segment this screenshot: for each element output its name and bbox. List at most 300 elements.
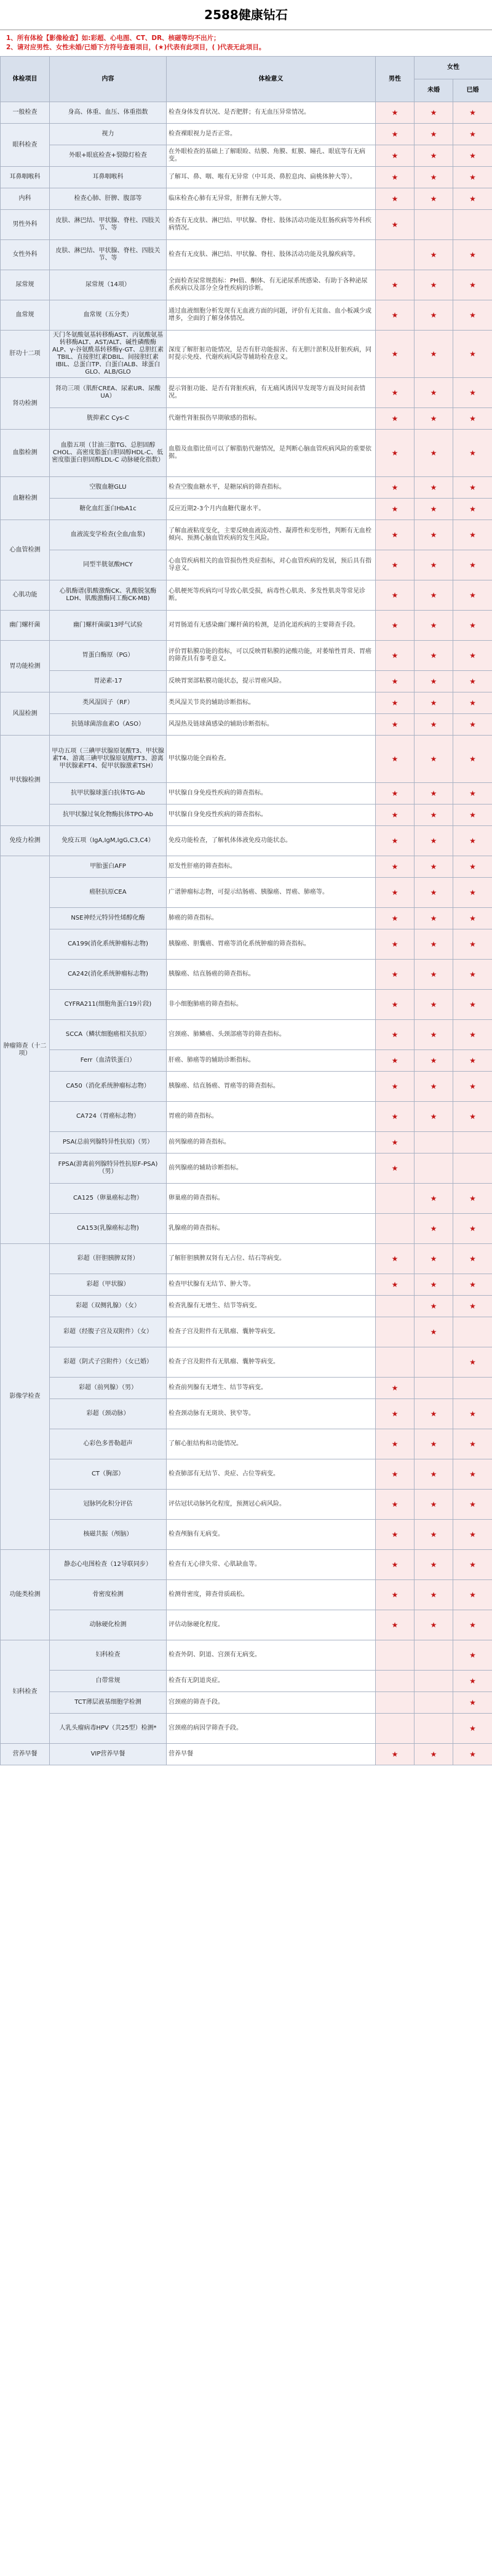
female-unmarried-mark: ★ (415, 960, 453, 990)
item-cell: 白带常规 (50, 1671, 167, 1692)
table-row (1, 1692, 492, 1714)
item-cell: 抗链球菌溶血素O（ASO） (50, 714, 167, 736)
male-mark: ★ (376, 378, 415, 408)
meaning-cell: 风湿热及链球菌感染的辅助诊断指标。 (167, 714, 376, 736)
female-unmarried-mark (415, 1154, 453, 1184)
male-mark: ★ (376, 1399, 415, 1429)
female-married-mark (453, 1154, 492, 1184)
table-row (1, 167, 492, 188)
table-row (1, 430, 492, 477)
table-row (1, 714, 492, 736)
female-married-mark: ★ (453, 804, 492, 826)
female-unmarried-mark: ★ (415, 692, 453, 714)
table-row (1, 1378, 492, 1399)
table-row (1, 1714, 492, 1744)
note-line: 1、所有体检【影像检查】如:彩超、心电图、CT、DR、核磁等均不出片； (6, 34, 220, 42)
table-row (1, 378, 492, 408)
item-cell: PSA(总前列腺特异性抗原)（男） (50, 1132, 167, 1154)
header-male: 男性 (376, 57, 415, 102)
male-mark (376, 1214, 415, 1244)
item-cell: FPSA(游离前列腺特异性抗原F-PSA)（男） (50, 1154, 167, 1184)
male-mark: ★ (376, 804, 415, 826)
female-married-mark: ★ (453, 1610, 492, 1640)
meaning-cell: 检查外阴、阴道、宫颈有无病变。 (167, 1640, 376, 1671)
male-mark: ★ (376, 641, 415, 671)
table-row (1, 641, 492, 671)
female-married-mark: ★ (453, 671, 492, 692)
male-mark (376, 1347, 415, 1378)
meaning-cell: 检查空腹血糖水平，是糖尿病的筛查指标。 (167, 477, 376, 499)
meaning-cell: 评估冠状动脉钙化程度，预测冠心病风险。 (167, 1490, 376, 1520)
meaning-cell: 检查前列腺有无增生、结节等病变。 (167, 1378, 376, 1399)
male-mark: ★ (376, 331, 415, 378)
note-line: 2、请对应男性、女性未婚/已婚下方符号查看项目，(★)代表有此项目，( )代表无此项目。 (6, 44, 266, 51)
male-mark: ★ (376, 210, 415, 240)
item-cell: 类风湿因子（RF） (50, 692, 167, 714)
meaning-cell: 宫颈癌的筛查手段。 (167, 1692, 376, 1714)
table-row (1, 1490, 492, 1520)
table-row (1, 300, 492, 331)
item-cell: 血液流变学检查(全血/血浆) (50, 520, 167, 550)
male-mark: ★ (376, 960, 415, 990)
meaning-cell: 心血管疾病相关的血管损伤性炎症指标，对心血管疾病的发展，预后具有指导意义。 (167, 550, 376, 580)
female-unmarried-mark: ★ (415, 550, 453, 580)
female-married-mark: ★ (453, 692, 492, 714)
meaning-cell: 深度了解肝脏功能情况，是否有肝功能损害、有无胆汁淤积及肝脏疾病，同时提示免疫、代谢疾病风险等辅助检查意义。 (167, 331, 376, 378)
female-unmarried-mark: ★ (415, 1296, 453, 1317)
meaning-cell: 检查乳腺有无增生、结节等病变。 (167, 1296, 376, 1317)
female-married-mark: ★ (453, 331, 492, 378)
female-married-mark: ★ (453, 580, 492, 611)
female-married-mark: ★ (453, 408, 492, 430)
female-married-mark (453, 210, 492, 240)
exam-table (0, 56, 492, 1765)
table-row (1, 990, 492, 1020)
meaning-cell: 甲状腺功能全面检查。 (167, 736, 376, 783)
meaning-cell: 检查颈动脉有无斑块、狭窄等。 (167, 1399, 376, 1429)
female-unmarried-mark: ★ (415, 1102, 453, 1132)
male-mark: ★ (376, 611, 415, 641)
table-row (1, 1050, 492, 1072)
male-mark: ★ (376, 477, 415, 499)
female-unmarried-mark: ★ (415, 641, 453, 671)
table-row (1, 1610, 492, 1640)
table-row (1, 331, 492, 378)
item-cell: SCCA（鳞状细胞癌相关抗原） (50, 1020, 167, 1050)
female-married-mark: ★ (453, 1296, 492, 1317)
item-cell: 糖化血红蛋白HbA1c (50, 499, 167, 520)
meaning-cell: 全面检查尿常规指标：PH值、酮体、有无泌尿系统感染、有助于各种泌尿系疾病以及部分全身性疾病的诊断。 (167, 270, 376, 300)
male-mark (376, 1296, 415, 1317)
meaning-cell: 检查有无心律失常、心肌缺血等。 (167, 1550, 376, 1580)
meaning-cell: 血脂及血脂比值可以了解脂肪代谢情况，是判断心脑血管疾病风险的重要依据。 (167, 430, 376, 477)
female-unmarried-mark: ★ (415, 1490, 453, 1520)
female-married-mark: ★ (453, 1102, 492, 1132)
male-mark (376, 1640, 415, 1671)
meaning-cell: 心肌梗死等疾病均可导致心肌受损，病毒性心肌炎、多发性肌炎等常见诊断。 (167, 580, 376, 611)
female-unmarried-mark: ★ (415, 1550, 453, 1580)
item-cell: NSE神经元特异性烯醇化酶 (50, 908, 167, 929)
female-unmarried-mark: ★ (415, 929, 453, 960)
category-cell: 免疫力检测 (1, 826, 50, 856)
meaning-cell: 免疫功能检查，了解机体体液免疫功能状态。 (167, 826, 376, 856)
female-unmarried-mark: ★ (415, 1184, 453, 1214)
meaning-cell: 了解血液粘度变化，主要反映血液流动性、凝滞性和变形性，判断有无血栓倾向、预测心脑血管疾病的发生风险。 (167, 520, 376, 550)
female-unmarried-mark (415, 1671, 453, 1692)
table-row (1, 1154, 492, 1184)
female-married-mark: ★ (453, 378, 492, 408)
female-married-mark: ★ (453, 1459, 492, 1490)
female-unmarried-mark: ★ (415, 477, 453, 499)
table-row (1, 1317, 492, 1347)
table-row (1, 580, 492, 611)
male-mark: ★ (376, 430, 415, 477)
table-row (1, 878, 492, 908)
item-cell: 静态心电图检查（12导联同步） (50, 1550, 167, 1580)
table-row (1, 188, 492, 210)
female-unmarried-mark (415, 1347, 453, 1378)
table-row (1, 929, 492, 960)
table-row (1, 1347, 492, 1378)
meaning-cell: 检查有无皮肤、淋巴结、甲状腺、脊柱、肢体活动功能及乳腺疾病等。 (167, 240, 376, 270)
table-row (1, 783, 492, 804)
male-mark: ★ (376, 1580, 415, 1610)
male-mark (376, 1714, 415, 1744)
female-married-mark: ★ (453, 1399, 492, 1429)
item-cell: 彩超（颈动脉） (50, 1399, 167, 1429)
male-mark: ★ (376, 188, 415, 210)
male-mark: ★ (376, 167, 415, 188)
male-mark: ★ (376, 692, 415, 714)
meaning-cell: 甲状腺自身免疫性疾病的筛查指标。 (167, 783, 376, 804)
female-married-mark: ★ (453, 1744, 492, 1765)
female-unmarried-mark: ★ (415, 102, 453, 124)
female-unmarried-mark: ★ (415, 1072, 453, 1102)
table-row (1, 736, 492, 783)
table-row (1, 1399, 492, 1429)
male-mark: ★ (376, 1610, 415, 1640)
item-cell: 甲功五项（三碘甲状腺原氨酸T3、甲状腺素T4、游离三碘甲状腺原氨酸FT3、游离甲状腺素FT4、促甲状腺激素TSH） (50, 736, 167, 783)
meaning-cell: 反应近期2-3个月内血糖代谢水平。 (167, 499, 376, 520)
female-unmarried-mark (415, 1714, 453, 1744)
item-cell: 胱抑素C Cys-C (50, 408, 167, 430)
item-cell: 人乳头瘤病毒HPV（共25型）检测* (50, 1714, 167, 1744)
table-row (1, 1020, 492, 1050)
female-married-mark: ★ (453, 1640, 492, 1671)
male-mark: ★ (376, 499, 415, 520)
meaning-cell: 了解心脏结构和功能情况。 (167, 1429, 376, 1459)
female-unmarried-mark: ★ (415, 671, 453, 692)
table-row (1, 499, 492, 520)
male-mark: ★ (376, 1102, 415, 1132)
male-mark: ★ (376, 1072, 415, 1102)
female-married-mark: ★ (453, 1274, 492, 1296)
female-married-mark: ★ (453, 1244, 492, 1274)
meaning-cell: 前列腺癌的筛查指标。 (167, 1132, 376, 1154)
female-unmarried-mark: ★ (415, 1050, 453, 1072)
meaning-cell: 评估动脉硬化程度。 (167, 1610, 376, 1640)
male-mark: ★ (376, 580, 415, 611)
female-married-mark: ★ (453, 240, 492, 270)
table-row (1, 240, 492, 270)
item-cell: 皮肤、淋巴结、甲状腺、脊柱、四肢关节、等 (50, 210, 167, 240)
meaning-cell: 宫颈癌、肺鳞癌、头颈部癌等的筛查指标。 (167, 1020, 376, 1050)
meaning-cell: 通过血液细胞分析发现有无血液方面的问题，评价有无贫血、血小板减少或增多，全面的了解身体情况。 (167, 300, 376, 331)
category-cell: 心血管检测 (1, 520, 50, 580)
item-cell: CA125（卵巢癌标志物） (50, 1184, 167, 1214)
female-unmarried-mark: ★ (415, 430, 453, 477)
meaning-cell: 广谱肿瘤标志物，可提示结肠癌、胰腺癌、胃癌、肺癌等。 (167, 878, 376, 908)
meaning-cell: 非小细胞肺癌的筛查指标。 (167, 990, 376, 1020)
female-married-mark: ★ (453, 1520, 492, 1550)
header-meaning: 体检意义 (167, 57, 376, 102)
item-cell: CA242(消化系统肿瘤标志物) (50, 960, 167, 990)
meaning-cell: 宫颈癌的病因学筛查手段。 (167, 1714, 376, 1744)
female-unmarried-mark (415, 1692, 453, 1714)
female-unmarried-mark: ★ (415, 378, 453, 408)
female-married-mark: ★ (453, 1347, 492, 1378)
meaning-cell: 代谢性肾脏损伤早期敏感的指标。 (167, 408, 376, 430)
female-married-mark: ★ (453, 167, 492, 188)
female-married-mark: ★ (453, 550, 492, 580)
female-unmarried-mark: ★ (415, 878, 453, 908)
female-unmarried-mark (415, 210, 453, 240)
female-married-mark (453, 1132, 492, 1154)
item-cell: 彩超（前列腺）（男） (50, 1378, 167, 1399)
male-mark: ★ (376, 826, 415, 856)
item-cell: 核磁共振（颅脑） (50, 1520, 167, 1550)
male-mark: ★ (376, 1154, 415, 1184)
female-married-mark: ★ (453, 520, 492, 550)
female-married-mark: ★ (453, 736, 492, 783)
meaning-cell: 检查颅脑有无病变。 (167, 1520, 376, 1550)
female-married-mark: ★ (453, 499, 492, 520)
item-cell: 幽门螺杆菌碳13呼气试验 (50, 611, 167, 641)
female-unmarried-mark: ★ (415, 736, 453, 783)
male-mark: ★ (376, 1459, 415, 1490)
female-unmarried-mark: ★ (415, 331, 453, 378)
meaning-cell: 评价胃粘膜功能的指标，可以反映胃粘膜的泌酸功能，对萎缩性胃炎、胃癌的筛查具有参考意义。 (167, 641, 376, 671)
page-title: 2588健康钻石 (0, 0, 492, 30)
item-cell: CA724（胃癌标志物） (50, 1102, 167, 1132)
table-row (1, 692, 492, 714)
category-cell: 男性外科 (1, 210, 50, 240)
item-cell: 抗甲状腺球蛋白抗体TG-Ab (50, 783, 167, 804)
male-mark: ★ (376, 408, 415, 430)
meaning-cell: 检查裸眼视力是否正常。 (167, 124, 376, 145)
category-cell: 肿瘤筛查（十二项） (1, 856, 50, 1244)
item-cell: 彩超（肝胆胰脾双肾） (50, 1244, 167, 1274)
female-unmarried-mark: ★ (415, 499, 453, 520)
table-row (1, 1580, 492, 1610)
female-married-mark: ★ (453, 1072, 492, 1102)
female-married-mark: ★ (453, 430, 492, 477)
item-cell: 尿常规（14项） (50, 270, 167, 300)
category-cell: 胃功能检测 (1, 641, 50, 692)
female-unmarried-mark: ★ (415, 1399, 453, 1429)
female-unmarried-mark: ★ (415, 1317, 453, 1347)
meaning-cell: 原发性肝癌的筛查指标。 (167, 856, 376, 878)
male-mark: ★ (376, 1429, 415, 1459)
item-cell: 检查心肺、肝脾、腹部等 (50, 188, 167, 210)
female-married-mark: ★ (453, 1692, 492, 1714)
male-mark: ★ (376, 856, 415, 878)
item-cell: 动脉硬化检测 (50, 1610, 167, 1640)
category-cell: 肾功检测 (1, 378, 50, 430)
female-married-mark: ★ (453, 856, 492, 878)
female-married-mark: ★ (453, 1550, 492, 1580)
female-married-mark: ★ (453, 1020, 492, 1050)
header-category: 体检项目 (1, 57, 50, 102)
item-cell: 耳鼻咽喉科 (50, 167, 167, 188)
table-row (1, 270, 492, 300)
female-married-mark: ★ (453, 1184, 492, 1214)
female-married-mark: ★ (453, 102, 492, 124)
meaning-cell: 提示肾脏功能、是否有肾脏疾病，有无痛风诱因早发现等方面及时间表情况。 (167, 378, 376, 408)
female-unmarried-mark: ★ (415, 1459, 453, 1490)
male-mark (376, 1184, 415, 1214)
table-row (1, 671, 492, 692)
item-cell: 冠脉钙化积分评估 (50, 1490, 167, 1520)
male-mark: ★ (376, 1132, 415, 1154)
meaning-cell: 了解肝胆胰脾双肾有无占位、结石等病变。 (167, 1244, 376, 1274)
table-row (1, 1296, 492, 1317)
male-mark: ★ (376, 908, 415, 929)
meaning-cell: 检查有无皮肤、淋巴结、甲状腺、脊柱、肢体活动功能及肛肠疾病等外科疾病情况。 (167, 210, 376, 240)
male-mark: ★ (376, 1274, 415, 1296)
female-unmarried-mark (415, 1378, 453, 1399)
category-cell: 幽门螺杆菌 (1, 611, 50, 641)
meaning-cell: 类风湿关节炎的辅助诊断指标。 (167, 692, 376, 714)
female-married-mark: ★ (453, 1671, 492, 1692)
table-row (1, 1132, 492, 1154)
female-unmarried-mark: ★ (415, 1744, 453, 1765)
male-mark: ★ (376, 1244, 415, 1274)
item-cell: CA199(消化系统肿瘤标志物) (50, 929, 167, 960)
table-row (1, 1102, 492, 1132)
item-cell: CA153(乳腺癌标志物) (50, 1214, 167, 1244)
female-married-mark: ★ (453, 826, 492, 856)
meaning-cell: 胰腺癌、胆囊癌、胃癌等消化系统肿瘤的筛查指标。 (167, 929, 376, 960)
table-row (1, 1184, 492, 1214)
header-female: 女性 (415, 57, 492, 79)
female-unmarried-mark: ★ (415, 167, 453, 188)
meaning-cell: 乳腺癌的筛查指标。 (167, 1214, 376, 1244)
item-cell: 癌胚抗原CEA (50, 878, 167, 908)
meaning-cell: 在外眼检查的基础上了解眼睑、结膜、角膜、虹膜、瞳孔、眼底等有无病变。 (167, 145, 376, 167)
male-mark: ★ (376, 124, 415, 145)
male-mark: ★ (376, 300, 415, 331)
female-married-mark: ★ (453, 1050, 492, 1072)
male-mark: ★ (376, 550, 415, 580)
header-content: 内容 (50, 57, 167, 102)
female-unmarried-mark: ★ (415, 1244, 453, 1274)
meaning-cell: 肝癌、肺癌等的辅助诊断指标。 (167, 1050, 376, 1072)
female-unmarried-mark (415, 1132, 453, 1154)
category-cell: 血常规 (1, 300, 50, 331)
male-mark: ★ (376, 1020, 415, 1050)
table-row (1, 550, 492, 580)
male-mark: ★ (376, 1550, 415, 1580)
male-mark: ★ (376, 1378, 415, 1399)
table-row (1, 1214, 492, 1244)
female-married-mark (453, 1378, 492, 1399)
category-cell: 妇科检查 (1, 1640, 50, 1744)
female-unmarried-mark: ★ (415, 990, 453, 1020)
category-cell: 风湿检测 (1, 692, 50, 736)
item-cell: 视力 (50, 124, 167, 145)
female-married-mark: ★ (453, 477, 492, 499)
female-unmarried-mark: ★ (415, 783, 453, 804)
item-cell: 彩超（阴式子宫附件）（女已婚） (50, 1347, 167, 1378)
female-married-mark (453, 1317, 492, 1347)
meaning-cell: 营养早餐 (167, 1744, 376, 1765)
male-mark: ★ (376, 102, 415, 124)
female-married-mark: ★ (453, 611, 492, 641)
female-married-mark: ★ (453, 908, 492, 929)
table-row (1, 960, 492, 990)
meaning-cell: 卵巢癌的筛查指标。 (167, 1184, 376, 1214)
meaning-cell: 检查有无阴道炎症。 (167, 1671, 376, 1692)
table-row (1, 611, 492, 641)
meaning-cell: 甲状腺自身免疫性疾病的筛查指标。 (167, 804, 376, 826)
category-cell: 功能类检测 (1, 1550, 50, 1640)
category-cell: 肝功十二项 (1, 331, 50, 378)
table-row (1, 1520, 492, 1550)
female-married-mark: ★ (453, 1714, 492, 1744)
male-mark: ★ (376, 671, 415, 692)
female-unmarried-mark: ★ (415, 611, 453, 641)
meaning-cell: 检查子宫及附件有无肌瘤、囊肿等病变。 (167, 1317, 376, 1347)
item-cell: TCT薄层液基细胞学检测 (50, 1692, 167, 1714)
table-row (1, 124, 492, 145)
female-unmarried-mark: ★ (415, 1214, 453, 1244)
item-cell: 肾功三项（肌酐CREA、尿素UR、尿酸UA） (50, 378, 167, 408)
table-row (1, 145, 492, 167)
meaning-cell: 胰腺癌、结直肠癌、胃癌等的筛查指标。 (167, 1072, 376, 1102)
female-married-mark: ★ (453, 1490, 492, 1520)
female-married-mark: ★ (453, 270, 492, 300)
female-unmarried-mark: ★ (415, 1020, 453, 1050)
header-unmarried: 未婚 (415, 79, 453, 102)
female-unmarried-mark: ★ (415, 145, 453, 167)
table-row (1, 520, 492, 550)
meaning-cell: 前列腺癌的辅助诊断指标。 (167, 1154, 376, 1184)
item-cell: 彩超（甲状腺） (50, 1274, 167, 1296)
item-cell: 胃泌素-17 (50, 671, 167, 692)
item-cell: 身高、体重、血压、体重指数 (50, 102, 167, 124)
item-cell: 甲胎蛋白AFP (50, 856, 167, 878)
female-married-mark: ★ (453, 1429, 492, 1459)
male-mark: ★ (376, 1744, 415, 1765)
female-married-mark: ★ (453, 960, 492, 990)
female-unmarried-mark: ★ (415, 580, 453, 611)
meaning-cell: 肺癌的筛查指标。 (167, 908, 376, 929)
female-married-mark: ★ (453, 714, 492, 736)
table-row (1, 1429, 492, 1459)
meaning-cell: 检查身体发育状况、是否肥胖；有无血压异常情况。 (167, 102, 376, 124)
category-cell: 血糖检测 (1, 477, 50, 520)
item-cell: Ferr（血清铁蛋白） (50, 1050, 167, 1072)
item-cell: 妇科检查 (50, 1640, 167, 1671)
item-cell: 空腹血糖GLU (50, 477, 167, 499)
female-unmarried-mark: ★ (415, 1274, 453, 1296)
female-unmarried-mark: ★ (415, 270, 453, 300)
category-cell: 心肌功能 (1, 580, 50, 611)
female-unmarried-mark: ★ (415, 188, 453, 210)
male-mark (376, 1692, 415, 1714)
male-mark: ★ (376, 1050, 415, 1072)
